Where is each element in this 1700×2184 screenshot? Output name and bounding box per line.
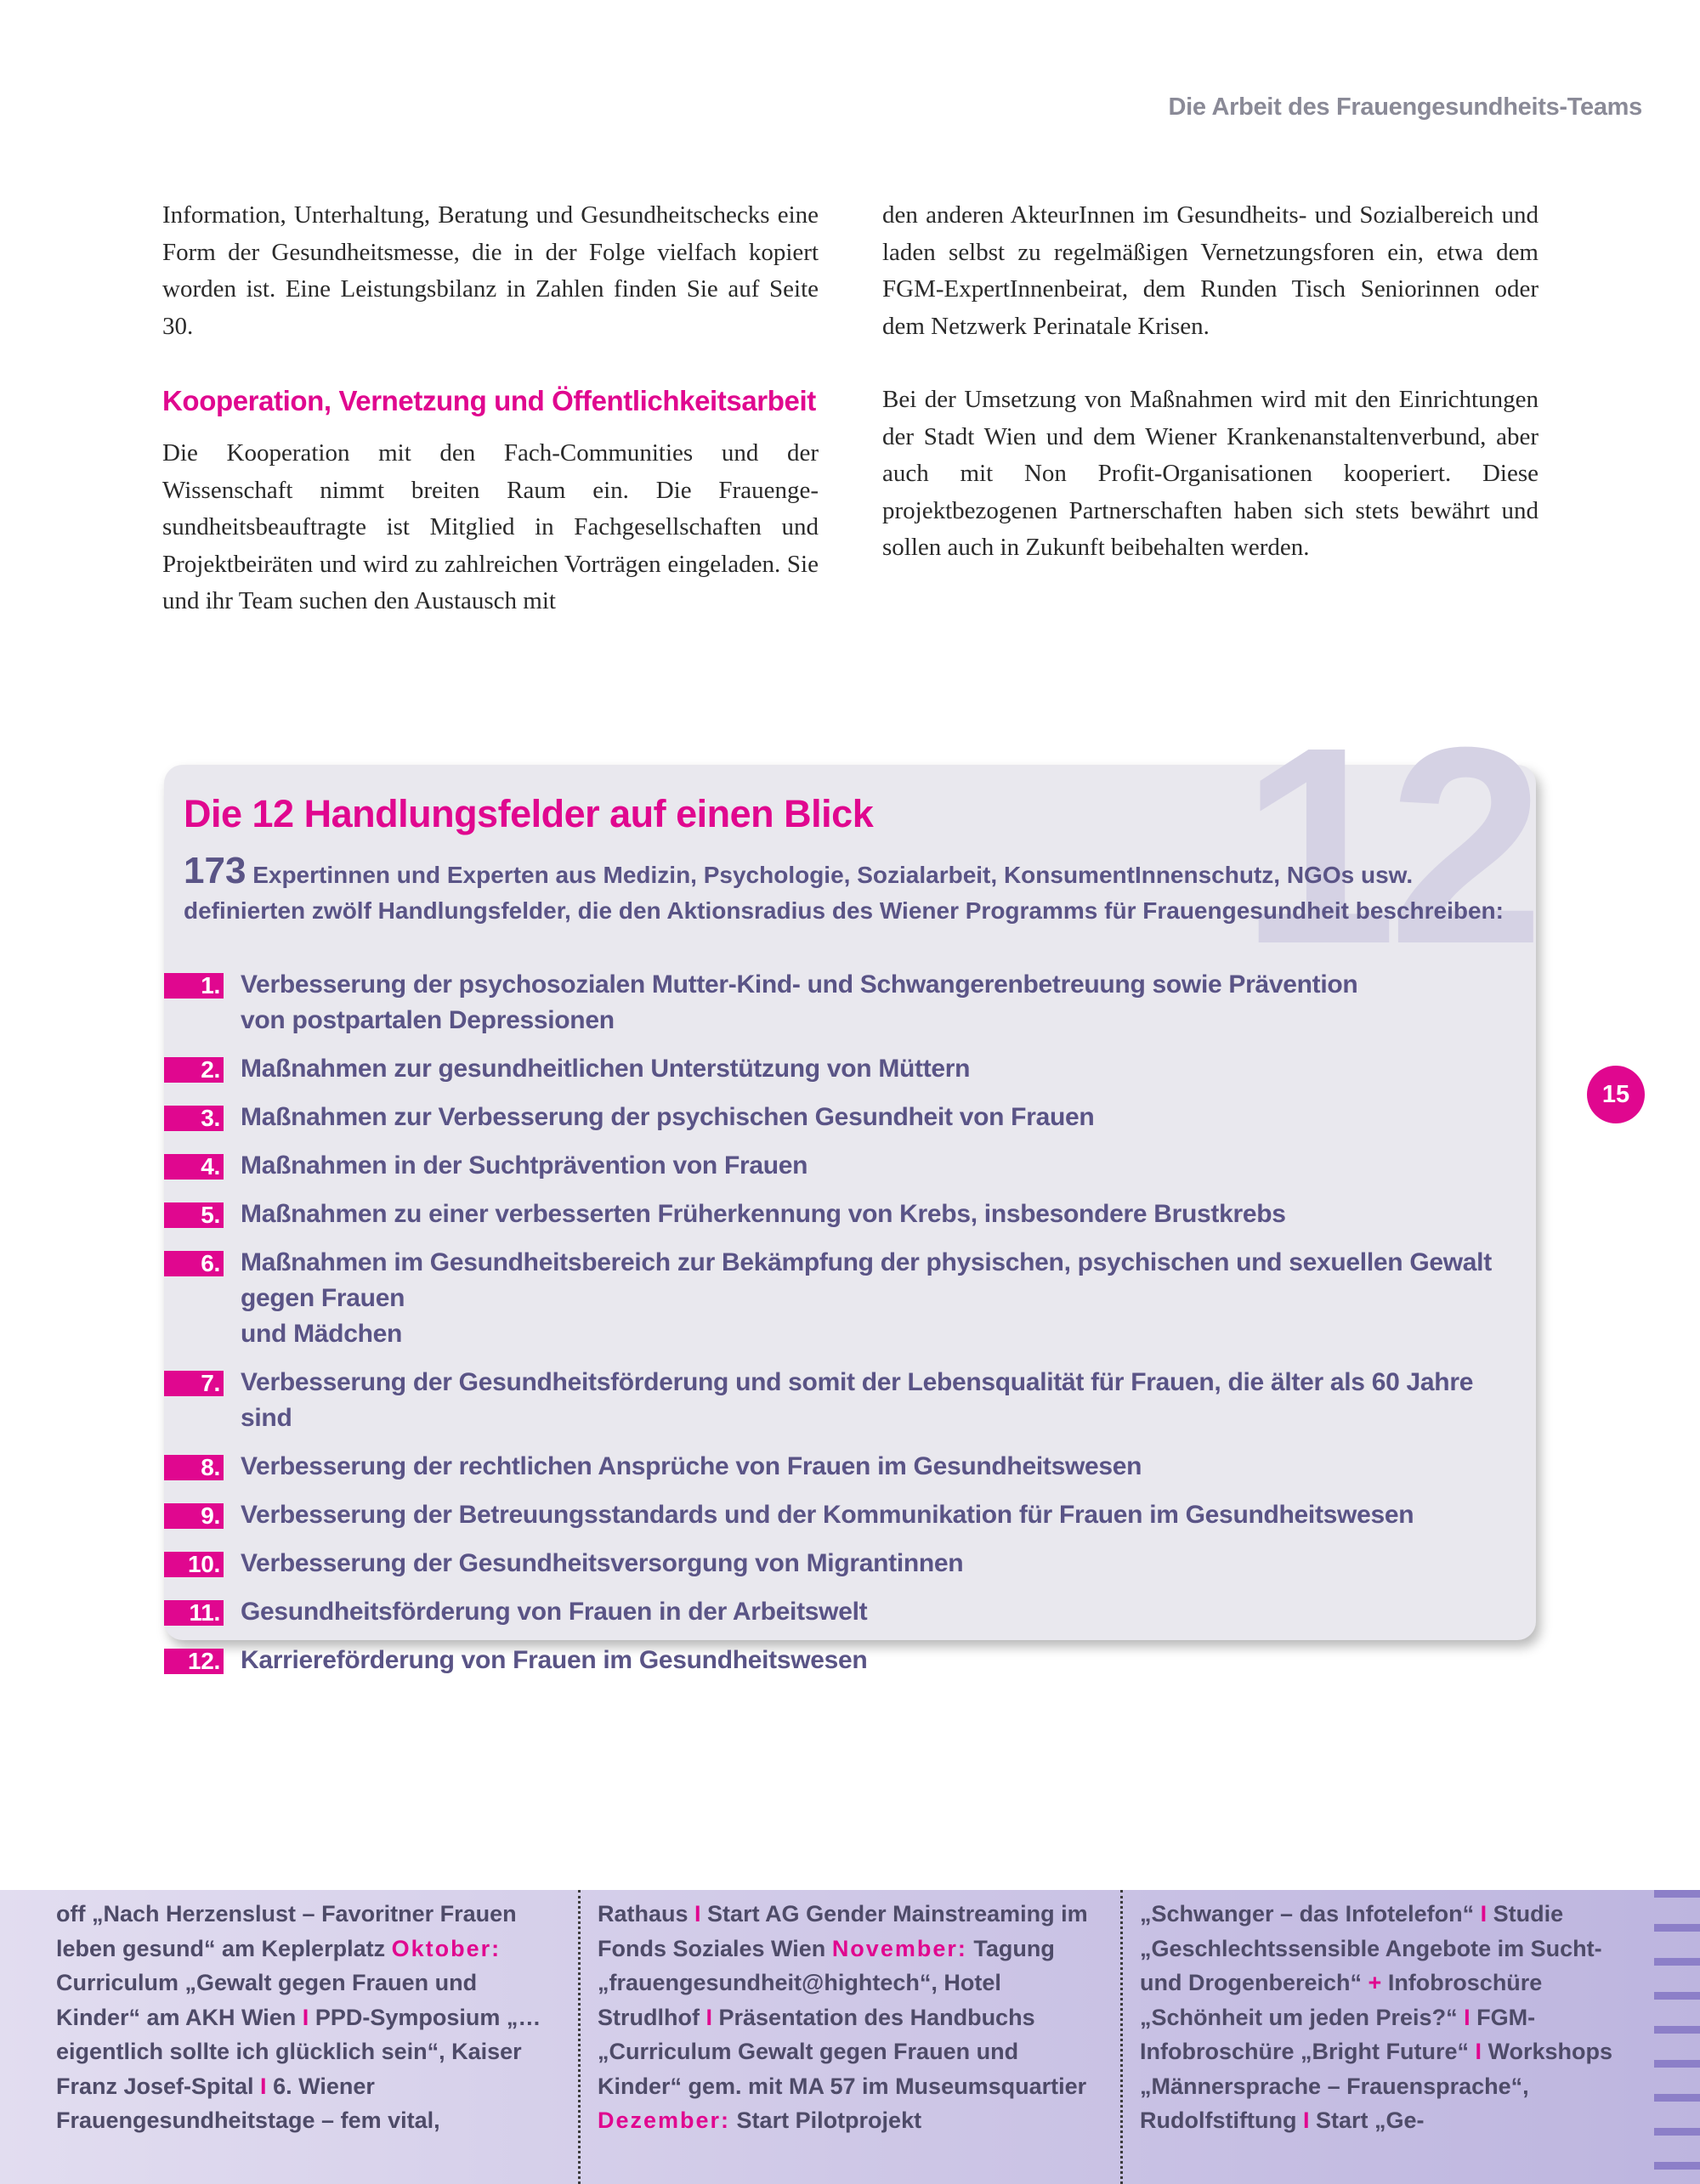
- timeline-column: [56, 1897, 564, 2138]
- column-divider: [578, 1890, 581, 2184]
- stripe: [1654, 2162, 1700, 2170]
- field-number: 3.: [164, 1106, 224, 1131]
- edge-stripes: [1654, 1890, 1700, 2184]
- timeline-text: „Schwanger – das Infotelefon“: [1140, 1901, 1481, 1927]
- field-number: 5.: [164, 1202, 224, 1228]
- timeline-text: Rathaus: [598, 1901, 695, 1927]
- field-text: Maßnahmen im Gesundheitsbereich zur Bekämpfung der physischen, psychischen und sexuellen Gewalt gegen Frauen: [241, 1248, 1492, 1312]
- field-number: 6.: [164, 1251, 224, 1276]
- section-heading: Kooperation, Vernetzung und Öffentlichkeitsarbeit: [162, 385, 816, 416]
- field-number: 12.: [164, 1649, 224, 1674]
- separator-mark: I: [1302, 2108, 1310, 2133]
- field-text: und Mädchen: [241, 1320, 403, 1348]
- body-paragraph: Bei der Umsetzung von Maßnahmen wird mit den Einrichtungen der Stadt Wien und dem Wiener Krankenanstaltenverbund, aber auch mit Non Profit-Organisationen kooperiert. Diese projektbezogenen Partnerschaften haben sich stets bewährt und sollen auch in Zukunft beibehalten werden.: [882, 386, 1538, 561]
- field-text: Gesundheitsförderung von Frauen in der Arbeitswelt: [241, 1598, 868, 1626]
- intro-text: Expertinnen und Experten aus Medizin, Psychologie, Sozialarbeit, KonsumentInnenschutz, NGOs usw.: [246, 862, 1414, 888]
- timeline-text: off „Nach Herzenslust – Favoritner Frauen leben gesund“ am Keplerplatz: [56, 1901, 517, 1961]
- timeline-text: Infobroschüre „Schönheit um jeden Preis?“: [1140, 1970, 1543, 2030]
- timeline-text: Curriculum „Gewalt gegen Frauen und Kinder“ am AKH Wien: [56, 1970, 478, 2030]
- field-number: 11.: [164, 1600, 224, 1626]
- timeline-text: FGM-Infobroschüre „Bright Future“: [1140, 2004, 1536, 2064]
- separator-mark: I: [302, 2004, 309, 2030]
- field-text: Verbesserung der Gesundheitsförderung und somit der Lebensqualität für Frauen, die älter als 60 Jahre sind: [241, 1368, 1474, 1432]
- stripe: [1654, 1958, 1700, 1966]
- column-divider: [1120, 1890, 1123, 2184]
- stripe: [1654, 2128, 1700, 2136]
- timeline-text: Start „Ge-: [1309, 2108, 1425, 2133]
- field-number: 1.: [164, 973, 224, 999]
- timeline-text: Start AG Gender Mainstreaming im Fonds Soziales Wien: [598, 1901, 1088, 1961]
- field-text: von postpartalen Depressionen: [241, 1006, 615, 1034]
- body-paragraph: Information, Unterhaltung, Beratung und Gesundheitschecks eine Form der Gesundheitsmesse, die in der Folge vielfach kopiert worden ist. Eine Leistungsbilanz in Zahlen finden Sie auf Seite 30.: [162, 201, 819, 340]
- month-label: Dezember:: [598, 2108, 731, 2133]
- field-text: Verbesserung der Gesundheitsversorgung von Migrantinnen: [241, 1549, 964, 1577]
- field-item: [164, 1594, 1524, 1630]
- field-item: [164, 1148, 1524, 1184]
- timeline-column: [1140, 1897, 1648, 2138]
- stripe: [1654, 2060, 1700, 2068]
- field-list: [164, 967, 1524, 1691]
- field-number: 10.: [164, 1552, 224, 1577]
- field-number: 2.: [164, 1057, 224, 1083]
- month-label: November:: [831, 1935, 967, 1961]
- field-text: Verbesserung der psychosozialen Mutter-Kind- und Schwangerenbetreuung sowie Prävention: [241, 970, 1358, 999]
- field-text: Maßnahmen in der Suchtprävention von Frauen: [241, 1151, 808, 1180]
- stripe: [1654, 1890, 1700, 1898]
- field-number: 4.: [164, 1154, 224, 1180]
- field-item: [164, 1051, 1524, 1087]
- field-number: 8.: [164, 1455, 224, 1480]
- field-number: 9.: [164, 1503, 224, 1529]
- timeline-text: Start Pilotprojekt: [730, 2108, 922, 2133]
- stripe: [1654, 2094, 1700, 2102]
- field-text: Karriereförderung von Frauen im Gesundheitswesen: [241, 1646, 868, 1674]
- field-item: [164, 1245, 1524, 1352]
- separator-mark: I: [1464, 2004, 1470, 2030]
- separator-mark: I: [694, 1901, 701, 1927]
- field-item: [164, 1197, 1524, 1232]
- separator-mark: I: [1475, 2039, 1482, 2064]
- timeline-text: 6. Wiener Frauengesundheitstage – fem vital,: [56, 2073, 440, 2133]
- left-text-column: [162, 197, 819, 620]
- field-text: Maßnahmen zur gesundheitlichen Unterstützung von Müttern: [241, 1055, 971, 1083]
- page-number: 15: [1587, 1066, 1645, 1123]
- separator-mark: I: [706, 2004, 712, 2030]
- intro-text: definierten zwölf Handlungsfelder, die den Aktionsradius des Wiener Programms für Frauengesundheit beschreiben:: [184, 897, 1504, 924]
- field-item: [164, 1100, 1524, 1135]
- separator-mark: +: [1368, 1970, 1382, 1995]
- stripe: [1654, 2026, 1700, 2034]
- timeline-text: PPD-Symposium „… eigentlich sollte ich glücklich sein“, Kaiser Franz Josef-Spital: [56, 2004, 541, 2099]
- field-item: [164, 1546, 1524, 1581]
- right-text-column: [882, 197, 1538, 567]
- field-text: Verbesserung der Betreuungsstandards und der Kommunikation für Frauen im Gesundheitswesen: [241, 1501, 1414, 1529]
- running-head: Die Arbeit des Frauengesundheits-Teams: [1168, 93, 1642, 121]
- panel-intro: [184, 850, 1527, 929]
- panel-watermark: 12: [1240, 688, 1536, 1002]
- body-paragraph: den anderen AkteurInnen im Gesundheits- und Sozialbereich und laden selbst zu regelmäßigen Vernetzungsforen ein, etwa dem FGM-ExpertInnenbeirat, dem Runden Tisch Seniorinnen oder dem Netzwerk Perinatale Krisen.: [882, 201, 1538, 340]
- timeline-text: Workshops „Männersprache – Frauensprache“, Rudolfstiftung: [1140, 2039, 1613, 2133]
- timeline-band: [0, 1890, 1700, 2184]
- field-text: Maßnahmen zu einer verbesserten Früherkennung von Krebs, insbesondere Brustkrebs: [241, 1200, 1286, 1228]
- month-label: Oktober:: [391, 1935, 502, 1961]
- handlungsfelder-panel: [164, 688, 1536, 1674]
- field-text: Maßnahmen zur Verbesserung der psychischen Gesundheit von Frauen: [241, 1103, 1095, 1131]
- stripe: [1654, 1992, 1700, 2000]
- stripe: [1654, 1924, 1700, 1932]
- timeline-text: Präsentation des Handbuchs „Curriculum Gewalt gegen Frauen und Kinder“ gem. mit MA 57 im Museumsquartier: [598, 2004, 1087, 2099]
- panel-title: Die 12 Handlungsfelder auf einen Blick: [184, 792, 874, 835]
- field-item: [164, 1497, 1524, 1533]
- field-item: [164, 1365, 1524, 1436]
- field-text: Verbesserung der rechtlichen Ansprüche von Frauen im Gesundheitswesen: [241, 1452, 1142, 1480]
- timeline-text: Tagung „frauengesundheit@hightech“, Hotel Strudlhof: [598, 1935, 1055, 2030]
- field-item: [164, 1449, 1524, 1485]
- separator-mark: I: [260, 2073, 267, 2099]
- field-item: [164, 1643, 1524, 1678]
- intro-number: 173: [184, 850, 246, 891]
- body-paragraph: Die Kooperation mit den Fach-Communities und der Wissenschaft nimmt breiten Raum ein. Die Frauengesundheitsbeauftragte ist Mitglied in Fachgesellschaften und Projektbeiräten und wird zu zahlreichen Vorträgen eingeladen. Sie und ihr Team suchen den Austausch mit: [162, 439, 819, 614]
- field-number: 7.: [164, 1371, 224, 1396]
- timeline-text: Studie „Geschlechtssensible Angebote im Sucht- und Drogenbereich“: [1140, 1901, 1602, 1995]
- timeline-column: [598, 1897, 1106, 2138]
- separator-mark: I: [1480, 1901, 1488, 1927]
- field-item: [164, 967, 1524, 1038]
